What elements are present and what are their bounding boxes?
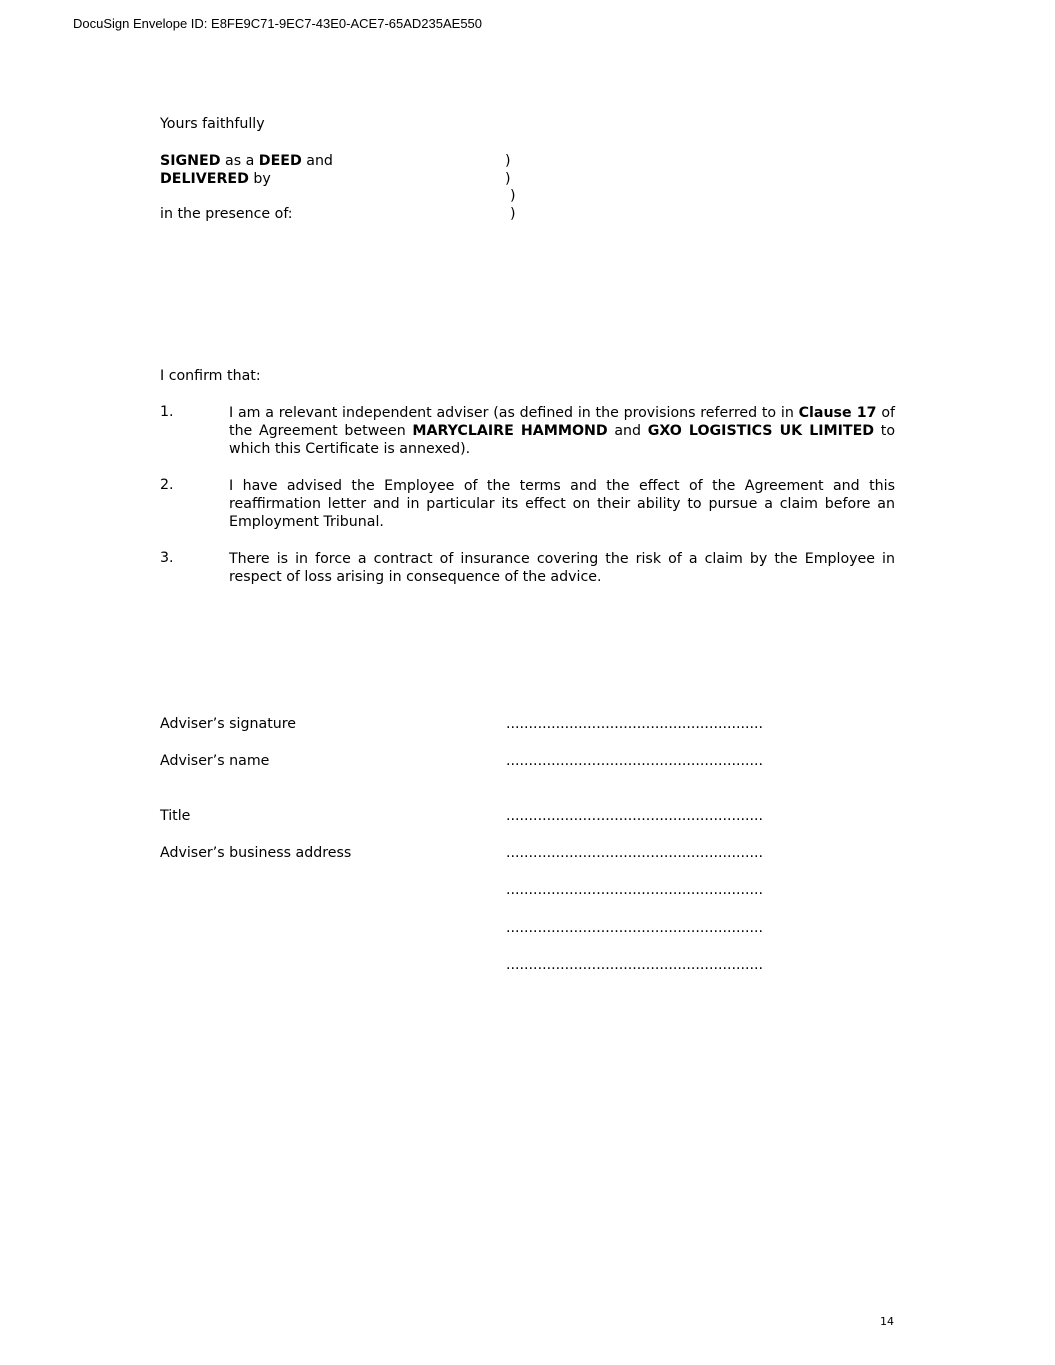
item-number-3: 3.: [160, 550, 174, 566]
delivered-bold: DELIVERED: [160, 171, 249, 187]
signed-as-deed-line: [160, 153, 333, 169]
business-address-label: Adviser’s business address: [160, 845, 352, 861]
docusign-envelope-id: DocuSign Envelope ID: E8FE9C71-9EC7-43E0-ACE7-65AD235AE550: [73, 16, 483, 31]
employer-name-bold: GXO LOGISTICS UK LIMITED: [647, 423, 875, 439]
bracket-4: ): [510, 206, 516, 222]
item-text-3: There is in force a contract of insurance covering the risk of a claim by the Employee in respect of loss arising in consequence of the advice.: [229, 551, 895, 585]
title-label: Title: [160, 808, 191, 824]
adviser-name-label: Adviser’s name: [160, 753, 270, 769]
signed-text: as a: [220, 153, 259, 169]
clause-17-bold: Clause 17: [798, 405, 877, 421]
adviser-signature-line[interactable]: .........................................................: [506, 716, 764, 732]
title-line[interactable]: .........................................................: [506, 808, 764, 824]
adviser-name-line[interactable]: .........................................................: [506, 753, 764, 769]
presence-of-line: in the presence of:: [160, 206, 293, 222]
and-text: and: [301, 153, 333, 169]
delivered-by-line: [160, 171, 271, 187]
by-text: by: [248, 171, 271, 187]
adviser-signature-label: Adviser’s signature: [160, 716, 296, 732]
deed-bold: DEED: [258, 153, 302, 169]
signed-bold: SIGNED: [160, 153, 221, 169]
page-number: 14: [880, 1315, 894, 1328]
employee-name-bold: MARYCLAIRE HAMMOND: [412, 423, 608, 439]
bracket-3: ): [510, 188, 516, 204]
business-address-line-1[interactable]: .........................................................: [506, 845, 764, 861]
item-number-1: 1.: [160, 404, 174, 420]
bracket-1: ): [505, 153, 511, 169]
business-address-line-3[interactable]: .........................................................: [506, 920, 764, 936]
closing-salutation: Yours faithfully: [160, 116, 265, 132]
bracket-2: ): [505, 171, 511, 187]
item-text-1: I am a relevant independent adviser (as defined in the provisions referred to in Clause 17 of the Agreement between MARYCLAIRE HAMMOND and GXO LOGISTICS UK LIMITED to which this Certificate is annexed).: [229, 405, 896, 457]
item-number-2: 2.: [160, 477, 174, 493]
item-text-2: I have advised the Employee of the terms and the effect of the Agreement and this reaffirmation letter and in particular its effect on their ability to pursue a claim before an Employment Tribunal.: [229, 478, 895, 530]
business-address-line-4[interactable]: .........................................................: [506, 957, 764, 973]
confirmation-intro: I confirm that:: [160, 368, 261, 384]
business-address-line-2[interactable]: .........................................................: [506, 882, 764, 898]
